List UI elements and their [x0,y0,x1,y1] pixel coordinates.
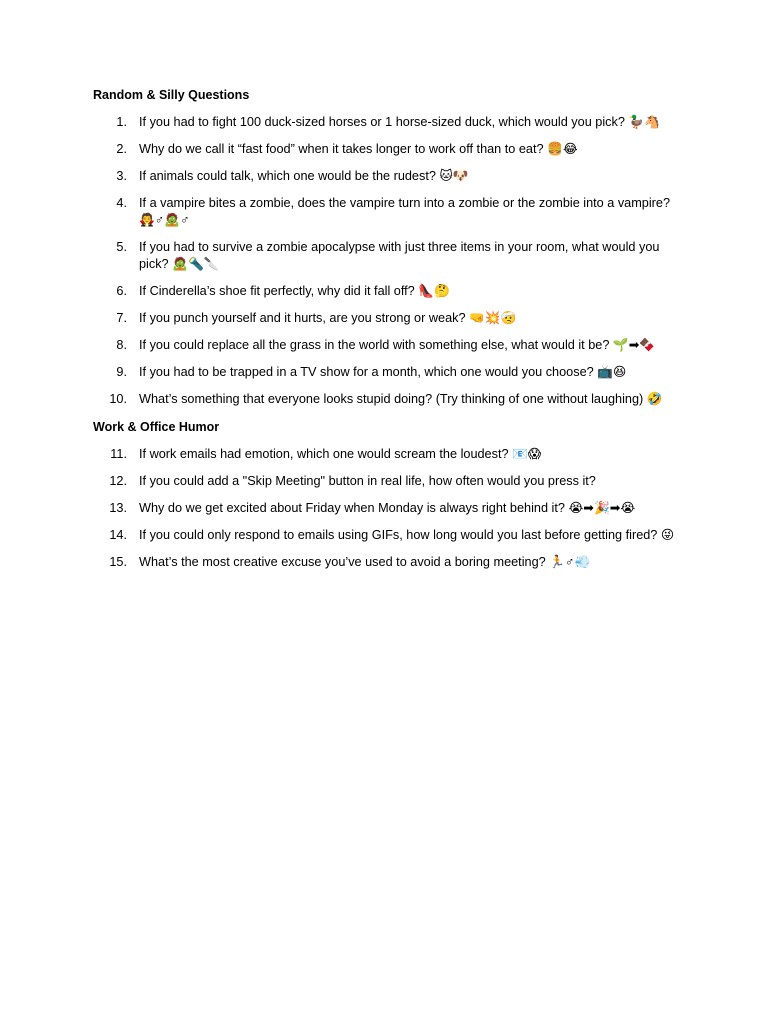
list-item [93,310,683,327]
item-number: 2. [116,142,127,156]
document-body [93,87,683,582]
list-item [93,473,683,490]
section-heading-random-silly: Random & Silly Questions [93,88,250,102]
list-item [93,446,683,463]
list-item [93,195,683,229]
section-heading-work-office: Work & Office Humor [93,420,220,434]
question-text: If Cinderella’s shoe fit perfectly, why did it fall off? 👠🤔 [139,284,450,298]
question-text: What’s something that everyone looks stupid doing? (Try thinking of one without laughing) 🤣 [139,392,663,406]
item-number: 10. [109,392,127,406]
item-number: 11. [110,447,127,461]
item-number: 1. [116,115,127,129]
list-item [93,554,683,571]
question-text: If you could add a "Skip Meeting" button in real life, how often would you press it? [139,474,596,488]
question-text: If you had to be trapped in a TV show for a month, which one would you choose? 📺😆 [139,365,627,379]
list-item [93,239,683,273]
item-number: 15. [109,555,127,569]
question-text: Why do we get excited about Friday when Monday is always right behind it? 😭➡🎉➡😭 [139,501,636,515]
question-text: Why do we call it “fast food” when it takes longer to work off than to eat? 🍔😂 [139,142,578,156]
item-number: 7. [116,311,127,325]
item-number: 3. [116,169,127,183]
item-number: 8. [116,338,127,352]
list-item [93,168,683,185]
question-text: What’s the most creative excuse you’ve used to avoid a boring meeting? 🏃♂💨 [139,555,591,569]
list-item [93,500,683,517]
question-text: If you had to fight 100 duck-sized horses or 1 horse-sized duck, which would you pick? 🦆🐴 [139,115,661,129]
item-number: 14. [109,528,127,542]
item-number: 5. [116,240,127,254]
question-text: If work emails had emotion, which one would scream the loudest? 📧😱 [139,447,542,461]
question-text: If you punch yourself and it hurts, are you strong or weak? 🤜💥🤕 [139,311,517,325]
list-item [93,391,683,408]
question-list-work-office [93,446,683,571]
list-item [93,283,683,300]
item-number: 4. [116,196,127,210]
question-text: If you had to survive a zombie apocalypse with just three items in your room, what would you pick? 🧟🔦🔪 [139,240,660,271]
question-list-random-silly [93,114,683,408]
question-text: If animals could talk, which one would be the rudest? 🐱🐶 [139,169,469,183]
question-text: If a vampire bites a zombie, does the vampire turn into a zombie or the zombie into a vampire? 🧛♂🧟♂ [139,196,671,227]
item-number: 6. [116,284,127,298]
list-item [93,337,683,354]
item-number: 9. [116,365,127,379]
list-item [93,527,683,544]
list-item [93,141,683,158]
question-text: If you could only respond to emails using GIFs, how long would you last before getting fired? 😜 [139,528,675,542]
list-item [93,114,683,131]
list-item [93,364,683,381]
item-number: 13. [109,501,127,515]
question-text: If you could replace all the grass in the world with something else, what would it be? 🌱➡🍫 [139,338,656,352]
item-number: 12. [109,474,127,488]
